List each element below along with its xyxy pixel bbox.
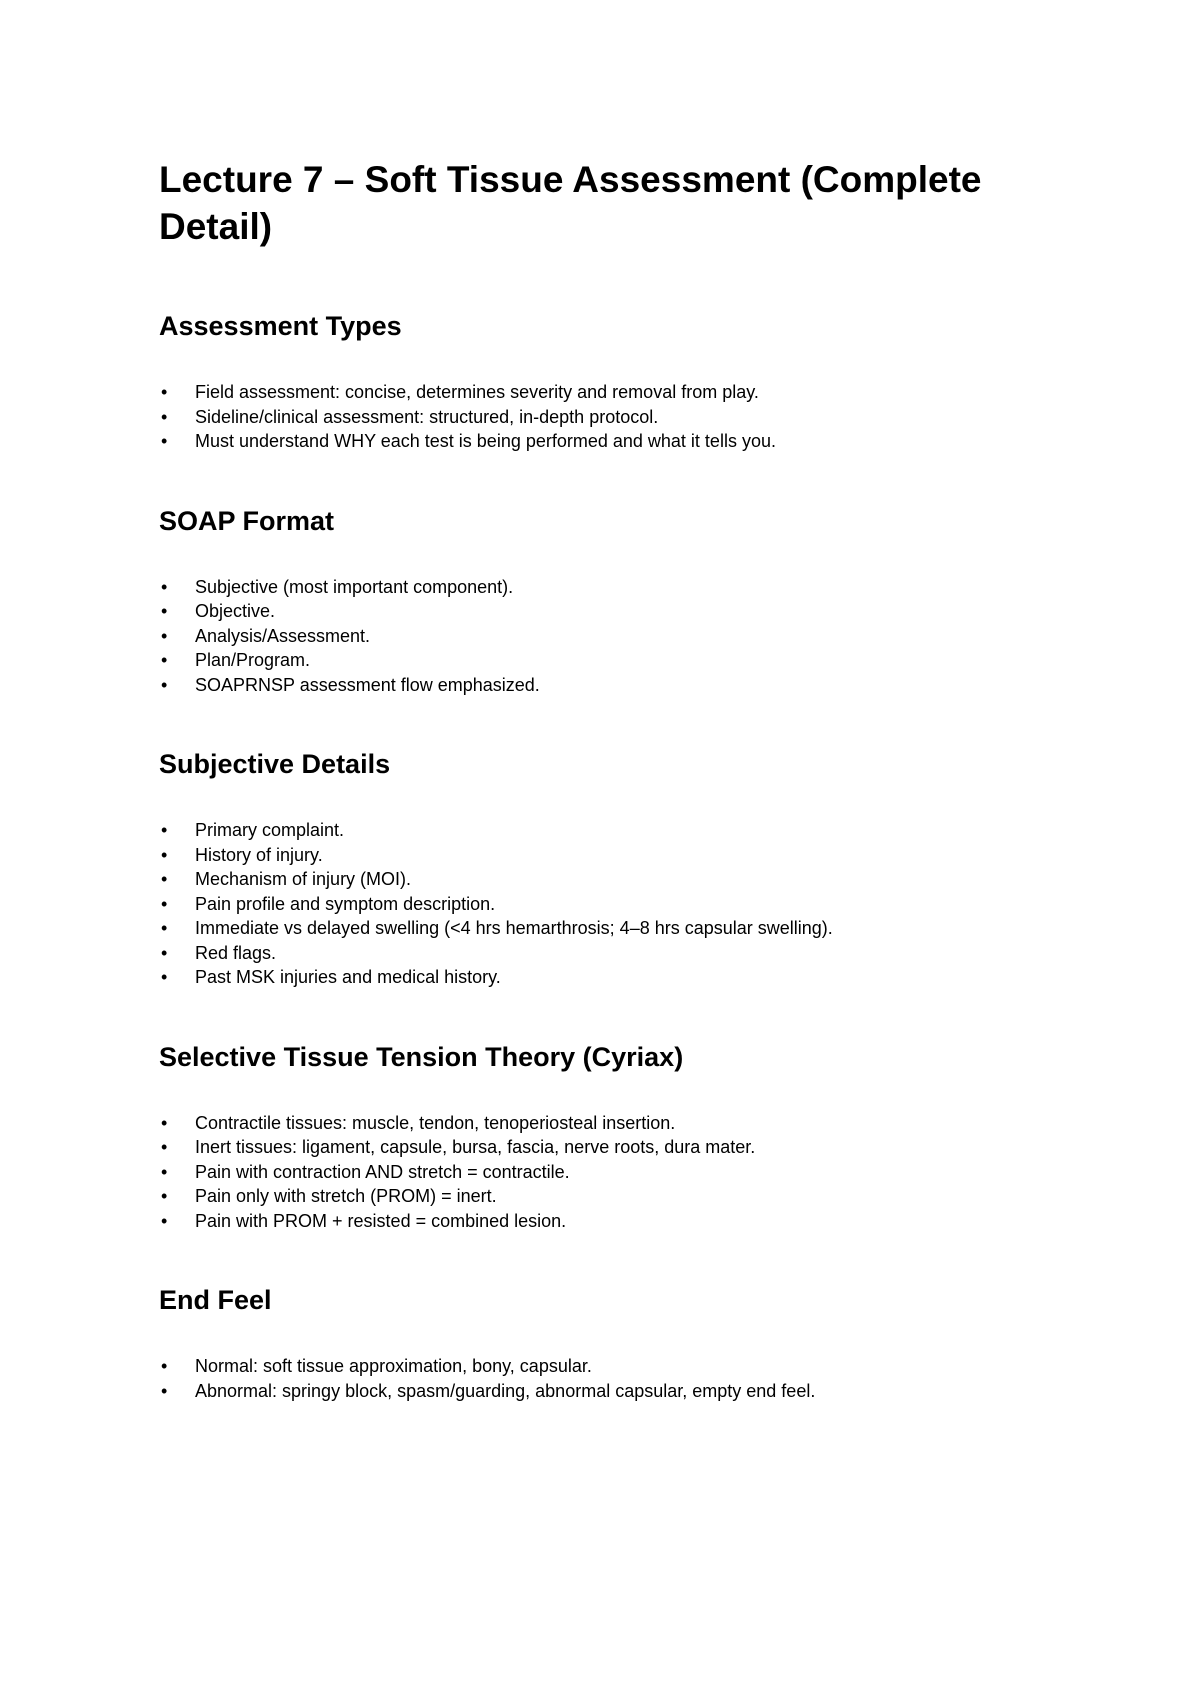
list-item-text: Analysis/Assessment. <box>195 625 371 646</box>
list-item <box>159 1379 1059 1404</box>
list-item <box>159 1160 1059 1185</box>
bullet-icon: • <box>161 576 168 597</box>
list-item-text: History of injury. <box>195 844 323 865</box>
list-item <box>159 673 1059 698</box>
list-item-text: SOAPRNSP assessment flow emphasized. <box>195 674 540 695</box>
section-heading-soap-format: SOAP Format <box>159 505 335 536</box>
bullet-icon: • <box>161 625 168 646</box>
bullet-icon: • <box>161 820 168 840</box>
bullet-icon: • <box>161 1112 168 1133</box>
bullet-icon: • <box>161 406 168 427</box>
bullet-icon: • <box>161 601 168 621</box>
list-item <box>159 429 1059 454</box>
section-heading-end-feel: End Feel <box>159 1285 272 1315</box>
list-item-text: Primary complaint. <box>195 820 345 840</box>
list-item-text: Inert tissues: ligament, capsule, bursa, fascia, nerve roots, dura mater. <box>195 1137 756 1157</box>
list-item <box>159 965 1059 990</box>
list-item <box>159 648 1059 673</box>
list-item <box>159 575 1059 600</box>
section-heading-assessment-types: Assessment Types <box>159 311 402 341</box>
list-item <box>159 624 1059 649</box>
list-item-text: Pain with PROM + resisted = combined lesion. <box>195 1210 567 1231</box>
bullet-icon: • <box>161 1210 168 1231</box>
list-item-text: Pain with contraction AND stretch = contractile. <box>195 1161 570 1182</box>
list-item-text: Must understand WHY each test is being performed and what it tells you. <box>195 431 776 451</box>
list-item <box>159 380 1059 405</box>
list-item-text: Pain profile and symptom description. <box>195 893 496 914</box>
list-item <box>159 1135 1059 1160</box>
bullet-list-assessment-types <box>159 380 1059 454</box>
bullet-icon: • <box>161 1356 168 1376</box>
list-item <box>159 843 1059 868</box>
list-item <box>159 916 1059 941</box>
list-item-text: Objective. <box>195 601 276 621</box>
list-item <box>159 1354 1059 1379</box>
bullet-icon: • <box>161 650 168 670</box>
bullet-icon: • <box>161 1137 168 1157</box>
bullet-icon: • <box>161 1161 168 1182</box>
bullet-list-end-feel <box>159 1354 1059 1403</box>
bullet-icon: • <box>161 967 168 987</box>
list-item-text: Plan/Program. <box>195 650 311 670</box>
bullet-icon: • <box>161 431 168 451</box>
list-item-text: Pain only with stretch (PROM) = inert. <box>195 1186 497 1206</box>
bullet-icon: • <box>161 1186 168 1206</box>
list-item <box>159 599 1059 624</box>
document-page <box>159 156 1059 1403</box>
list-item <box>159 1184 1059 1209</box>
list-item <box>159 941 1059 966</box>
list-item <box>159 867 1059 892</box>
list-item-text: Abnormal: springy block, spasm/guarding, abnormal capsular, empty end feel. <box>195 1380 816 1401</box>
bullet-icon: • <box>161 942 168 963</box>
list-item-text: Subjective (most important component). <box>195 576 514 597</box>
list-item <box>159 892 1059 917</box>
list-item-text: Past MSK injuries and medical history. <box>195 967 501 987</box>
bullet-list-selective-tissue-tension <box>159 1111 1059 1234</box>
document-title: Lecture 7 – Soft Tissue Assessment (Complete Detail) <box>159 159 982 247</box>
bullet-icon: • <box>161 382 168 402</box>
section-heading-subjective-details: Subjective Details <box>159 749 391 779</box>
list-item-text: Field assessment: concise, determines severity and removal from play. <box>195 382 759 402</box>
list-item-text: Mechanism of injury (MOI). <box>195 869 412 889</box>
bullet-icon: • <box>161 893 168 914</box>
bullet-icon: • <box>161 844 168 865</box>
bullet-icon: • <box>161 674 168 695</box>
list-item <box>159 1209 1059 1234</box>
bullet-icon: • <box>161 1380 168 1401</box>
section-heading-selective-tissue-tension: Selective Tissue Tension Theory (Cyriax) <box>159 1041 684 1072</box>
bullet-icon: • <box>161 869 168 889</box>
bullet-icon: • <box>161 918 168 938</box>
bullet-list-soap-format <box>159 575 1059 698</box>
list-item-text: Contractile tissues: muscle, tendon, tenoperiosteal insertion. <box>195 1112 676 1133</box>
list-item-text: Normal: soft tissue approximation, bony, capsular. <box>195 1356 592 1376</box>
list-item-text: Sideline/clinical assessment: structured, in-depth protocol. <box>195 406 659 427</box>
list-item-text: Immediate vs delayed swelling (<4 hrs hemarthrosis; 4–8 hrs capsular swelling). <box>195 918 833 938</box>
bullet-list-subjective-details <box>159 818 1059 990</box>
list-item-text: Red flags. <box>195 942 277 963</box>
list-item <box>159 405 1059 430</box>
list-item <box>159 1111 1059 1136</box>
list-item <box>159 818 1059 843</box>
